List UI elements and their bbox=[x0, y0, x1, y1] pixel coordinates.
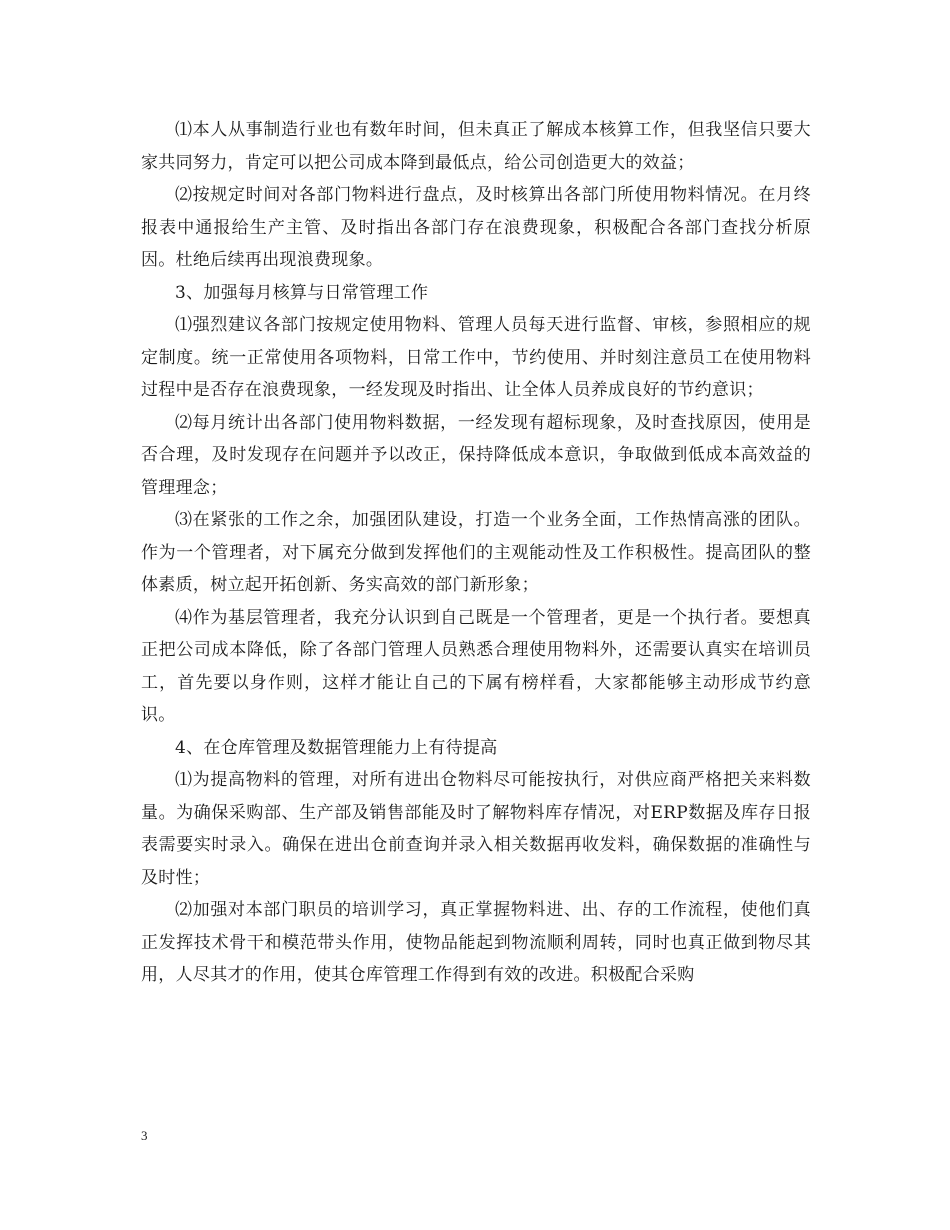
section-heading-warehouse-management: 4、在仓库管理及数据管理能力上有待提高 bbox=[175, 737, 498, 758]
paragraph-material-management: ⑴为提高物料的管理，对所有进出仓物料尽可能按执行，对供应商严格把关来料数量。为确保采购部、生产部及销售部能及时了解物料库存情况，对ERP数据及库存日报表需要实时录入。确保在进出仓前查询并录入相关数据再收发料，确保数据的准确性与及时性； bbox=[141, 770, 811, 888]
paragraph-grassroots-manager: ⑷作为基层管理者，我充分认识到自己既是一个管理者，更是一个执行者。要想真正把公司成本降低，除了各部门管理人员熟悉合理使用物料外，还需要认真实在培训员工，首先要以身作则，这样才能让自己的下属有榜样看，大家都能够主动形成节约意识。 bbox=[141, 607, 811, 725]
page-number: 3 bbox=[141, 1128, 148, 1143]
paragraph-staff-training: ⑵加强对本部门职员的培训学习，真正掌握物料进、出、存的工作流程，使他们真正发挥技术骨干和模范带头作用，使物品能起到物流顺利周转，同时也真正做到物尽其用，人尽其才的作用，使其仓库管理工作得到有效的改进。积极配合采购 bbox=[141, 900, 811, 985]
paragraph-inventory-count: ⑵按规定时间对各部门物料进行盘点，及时核算出各部门所使用物料情况。在月终报表中通报给生产主管、及时指出各部门存在浪费现象，积极配合各部门查找分析原因。杜绝后续再出现浪费现象。 bbox=[141, 185, 811, 270]
paragraph-team-building: ⑶在紧张的工作之余，加强团队建设，打造一个业务全面，工作热情高涨的团队。作为一个管理者，对下属充分做到发挥他们的主观能动性及工作积极性。提高团队的整体素质，树立起开拓创新、务实高效的部门新形象； bbox=[141, 510, 811, 595]
section-heading-monthly-accounting: 3、加强每月核算与日常管理工作 bbox=[175, 282, 429, 303]
paragraph-monthly-statistics: ⑵每月统计出各部门使用物料数据，一经发现有超标现象，及时查找原因，使用是否合理，及时发现存在问题并予以改正，保持降低成本意识，争取做到低成本高效益的管理理念； bbox=[141, 412, 811, 498]
paragraph-cost-accounting-belief: ⑴本人从事制造行业也有数年时间，但未真正了解成本核算工作，但我坚信只要大家共同努力，肯定可以把公司成本降到最低点，给公司创造更大的效益； bbox=[141, 120, 811, 173]
paragraph-supervision: ⑴强烈建议各部门按规定使用物料、管理人员每天进行监督、审核，参照相应的规定制度。统一正常使用各项物料，日常工作中，节约使用、并时刻注意员工在使用物料过程中是否存在浪费现象，一经发现及时指出、让全体人员养成良好的节约意识； bbox=[141, 315, 811, 400]
body-text bbox=[141, 114, 811, 992]
